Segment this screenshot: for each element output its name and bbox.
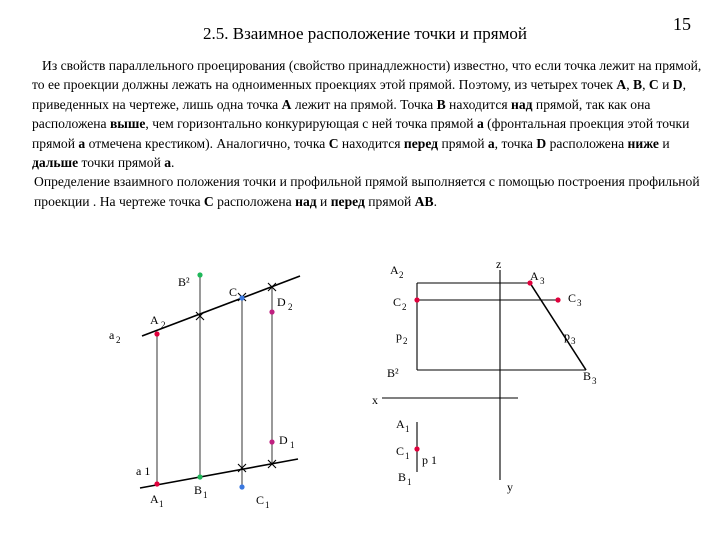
text-run: прямой (438, 135, 488, 151)
text-run: отмечена крестиком). Аналогично, точка (85, 135, 329, 151)
text-run: расположена (546, 135, 628, 151)
text-run: , чем горизонтально конкурирующая с ней точка прямой (145, 116, 477, 132)
label-x: x (372, 393, 378, 407)
text-run: D (672, 77, 683, 93)
label-c3: C (568, 291, 577, 305)
label-a2-right-sub: 2 (399, 270, 404, 280)
point-c2-right (414, 297, 419, 302)
text-run: . (433, 193, 437, 209)
text-run: Из свойств параллельного проецирования (свойство принадлежности) известно, что если точка лежит на прямой, то ее проекции должны лежать на одноименных проекциях этой прямой. Поэтому, из четырех точек (32, 58, 702, 93)
label-a2-left: A (150, 313, 159, 327)
text-run: а (164, 155, 172, 171)
line-a-projections (140, 276, 300, 488)
text-run: расположена (213, 193, 296, 209)
label-p2-sub: 2 (403, 336, 408, 346)
label-c1-right: C (396, 444, 405, 458)
point-d2 (269, 309, 274, 314)
label-b2-right: B² (387, 366, 399, 380)
label-d2-sub: 2 (288, 302, 293, 312)
label-a3-sub: 3 (540, 276, 545, 286)
label-p3-sub: 3 (571, 336, 576, 346)
label-a1-left-sub: 1 (159, 499, 164, 509)
text-run: АВ (414, 193, 434, 209)
text-run: С (328, 135, 339, 151)
point-c3 (555, 297, 560, 302)
text-run: и (316, 193, 331, 209)
label-a1-right-sub: 1 (405, 424, 410, 434)
text-run: дальше (32, 155, 79, 171)
label-y: y (507, 480, 513, 494)
label-c1-right-sub: 1 (405, 451, 410, 461)
text-run: выше (109, 116, 146, 132)
text-run: прямой, так как она расположена (32, 96, 651, 132)
text-run: а (487, 135, 495, 151)
point-c1 (239, 484, 244, 489)
point-a1 (154, 481, 159, 486)
label-a3: A (530, 269, 539, 283)
label-a2-sub: 2 (116, 335, 121, 345)
text-run: А (281, 96, 292, 112)
label-c3-sub: 3 (577, 298, 582, 308)
text-run: точки прямой (78, 155, 165, 171)
label-b1-left: B (194, 483, 203, 497)
point-d1 (269, 439, 274, 444)
text-run: и (658, 135, 670, 151)
point-b1 (197, 474, 202, 479)
text-run: находится (445, 96, 512, 112)
point-c1-right (414, 446, 419, 451)
text-run: а (78, 135, 86, 151)
projection-connectors-left (157, 275, 272, 487)
point-c2 (239, 295, 244, 300)
label-a1: a 1 (136, 464, 151, 478)
text-run: прямой (364, 193, 415, 209)
label-c2-right: C (393, 295, 402, 309)
text-run: , (626, 77, 633, 93)
label-a2-left-sub: 2 (161, 320, 166, 330)
text-run: , приведенных на чертеже, лишь одна точка (32, 77, 686, 112)
label-c2-left: C (229, 285, 238, 299)
label-z: z (496, 257, 502, 271)
label-d1-sub: 1 (290, 440, 295, 450)
text-run: ниже (627, 135, 659, 151)
text-run: над (511, 96, 533, 112)
text-run: С (203, 193, 214, 209)
text-run: находится (338, 135, 404, 151)
label-b1-right-sub: 1 (407, 477, 412, 487)
label-c2-right-sub: 2 (402, 302, 407, 312)
point-a2 (154, 331, 159, 336)
text-run: (фронтальная проекция этой точки прямой (32, 116, 690, 151)
label-a2: a (109, 328, 115, 342)
line-p3 (530, 283, 586, 370)
text-run: А (616, 77, 627, 93)
label-c1-left-sub: 1 (265, 500, 270, 510)
label-d1: D (279, 433, 288, 447)
text-run: . (171, 155, 175, 171)
label-p1: p 1 (422, 453, 437, 467)
label-c1-left: C (256, 493, 265, 507)
text-run: и (658, 77, 673, 93)
text-run: , (642, 77, 649, 93)
label-b2-left: B² (178, 275, 190, 289)
label-p2: p (396, 329, 402, 343)
label-a2-right: A (390, 263, 399, 277)
page-number: 15 (673, 14, 691, 34)
text-run: лежит на прямой. Точка (291, 96, 437, 112)
label-b1-left-sub: 1 (203, 490, 208, 500)
text-run: перед (330, 193, 365, 209)
label-b1-right: B (398, 470, 407, 484)
label-b3-sub: 3 (592, 376, 597, 386)
text-run: а (476, 116, 484, 132)
text-run: В (632, 77, 643, 93)
profile-construction (382, 270, 586, 480)
label-b3: B (583, 369, 592, 383)
label-a1-right: A (396, 417, 405, 431)
text-run: С (648, 77, 659, 93)
label-p3: p (564, 329, 570, 343)
text-run: перед (403, 135, 439, 151)
text-run: Определение взаимного положения точки и профильной прямой выполняется с помощью построения профильной проекции . На чертеже точка (34, 174, 700, 209)
label-d2: D (277, 295, 286, 309)
text-run: D (536, 135, 547, 151)
text-run: В (436, 96, 446, 112)
line-a1 (140, 459, 298, 488)
point-b2 (197, 272, 202, 277)
text-run: над (295, 193, 317, 209)
page-title: 2.5. Взаимное расположение точки и прямой (203, 24, 527, 43)
text-run: , точка (494, 135, 537, 151)
label-a1-left: A (150, 492, 159, 506)
